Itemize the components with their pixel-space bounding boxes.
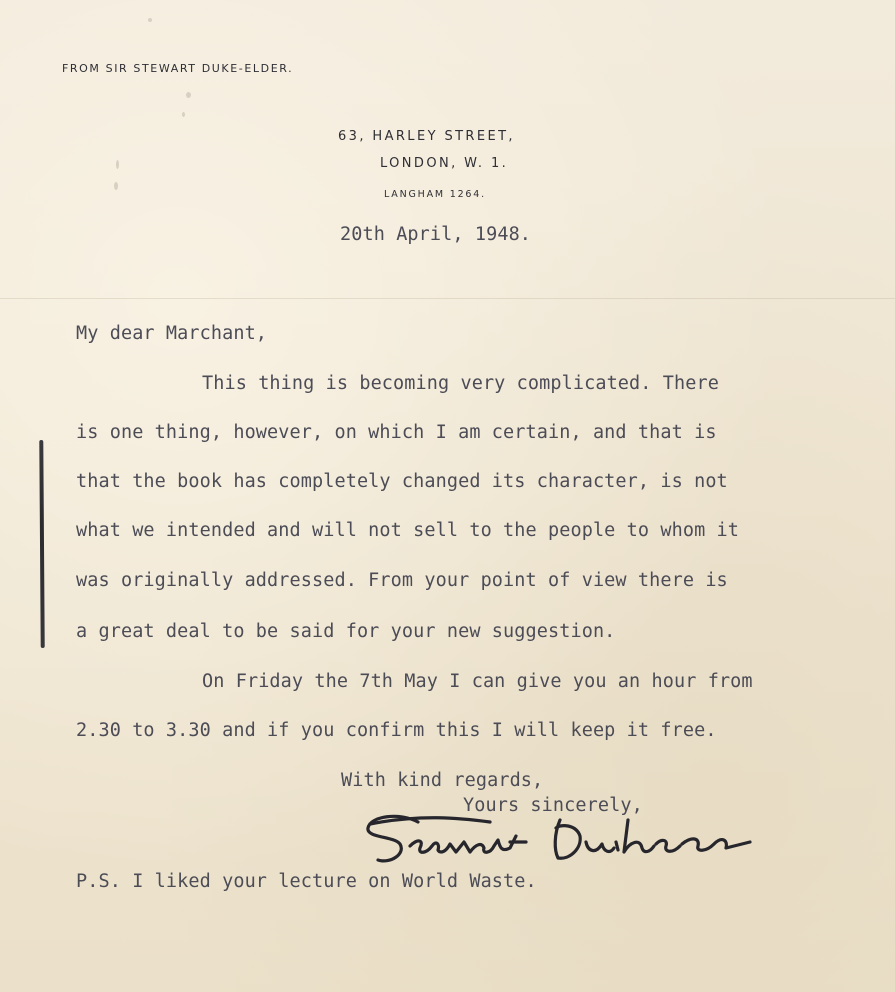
closing-regards: With kind regards,: [341, 770, 544, 791]
body-line: that the book has completely changed its character, is not: [76, 471, 728, 492]
paper-fold-line: [0, 298, 895, 299]
paper-speck: [186, 92, 191, 98]
body-line: what we intended and will not sell to the people to whom it: [76, 520, 740, 541]
margin-pen-mark: [39, 440, 44, 648]
body-line: On Friday the 7th May I can give you an hour from: [202, 671, 753, 692]
letterhead-street: 63, HARLEY STREET,: [338, 129, 515, 144]
closing-sincerely: Yours sincerely,: [463, 795, 643, 816]
body-line: 2.30 to 3.30 and if you confirm this I will keep it free.: [76, 720, 717, 741]
body-line: a great deal to be said for your new suggestion.: [76, 621, 616, 642]
postscript: P.S. I liked your lecture on World Waste.: [76, 871, 537, 892]
letterhead-from: FROM SIR STEWART DUKE-ELDER.: [62, 62, 294, 75]
paper-speck: [116, 160, 119, 169]
paper-speck: [182, 112, 185, 117]
letterhead-phone: LANGHAM 1264.: [384, 189, 486, 200]
letterhead-city: LONDON, W. 1.: [380, 156, 509, 171]
handwritten-signature: [360, 808, 760, 870]
paper-speck: [148, 18, 152, 22]
body-line: was originally addressed. From your point of view there is: [76, 570, 728, 591]
salutation: My dear Marchant,: [76, 323, 268, 344]
paper-speck: [114, 182, 118, 190]
letter-date: 20th April, 1948.: [340, 224, 532, 245]
body-line: is one thing, however, on which I am certain, and that is: [76, 422, 717, 443]
body-line: This thing is becoming very complicated. There: [202, 373, 719, 394]
